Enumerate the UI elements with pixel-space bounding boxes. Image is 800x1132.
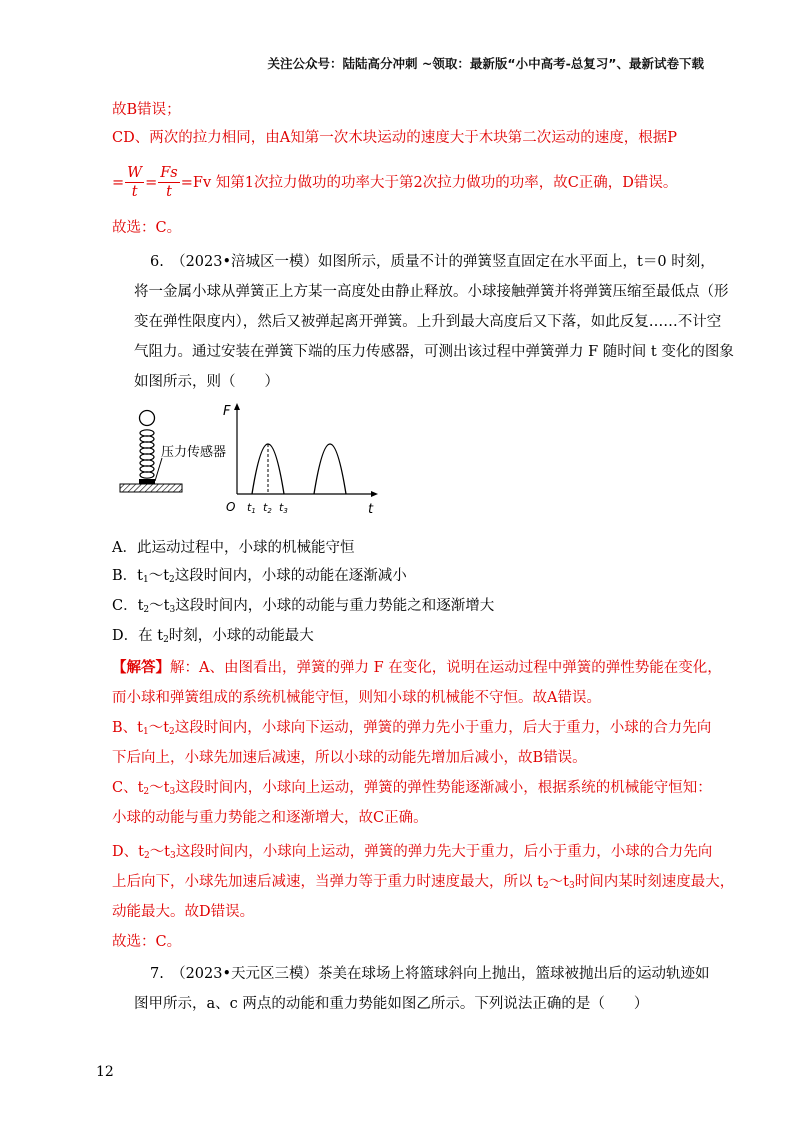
- origin-label: O: [226, 500, 236, 514]
- tick-t3: t3: [279, 501, 288, 515]
- q6-option-b: B．$t_1\sim t_2$这段时间内，小球的动能在逐渐减小: [112, 568, 407, 585]
- y-axis-label: F: [223, 404, 231, 419]
- answer-choose: 故选：C。: [112, 934, 182, 950]
- answer-tag: 【解答】: [112, 659, 170, 676]
- answer-line-1: 【解答】解：A、由图看出，弹簧的弹力 F 在变化，说明在运动过程中弹簧的弹性势能在变化，: [112, 659, 722, 676]
- prev-choose: 故选：C。: [112, 220, 182, 236]
- answer-b-line-1: B、$t_1\sim t_2$这段时间内，小球向下运动，弹簧的弹力先小于重力，后大于重力，小球的合力先向: [112, 720, 712, 737]
- sensor-pointer: [155, 458, 162, 481]
- answer-d-line-1: D、$t_2\sim t_3$这段时间内，小球向上运动，弹簧的弹力先大于重力，后小于重力，小球的合力先向: [112, 844, 713, 861]
- q6-line-3: 变在弹性限度内），然后又被弹起离开弹簧。上升到最大高度后又下落，如此反复……不计空: [134, 314, 722, 330]
- q7-line-2: 图甲所示，a、c 两点的动能和重力势能如图乙所示。下列说法正确的是（ ）: [134, 996, 649, 1012]
- prev-cd-text: CD、两次的拉力相同，由A知第一次木块运动的速度大于木块第二次运动的速度，根据P: [112, 130, 677, 146]
- frac-numerator: W: [127, 165, 143, 181]
- q6-line-5: 如图所示，则（ ）: [134, 374, 279, 390]
- answer-line-2: 而小球和弹簧组成的系统机械能守恒，则知小球的机械能不守恒。故A错误。: [112, 690, 601, 706]
- frac-denominator: t: [166, 184, 172, 200]
- y-axis-arrow: [234, 403, 240, 410]
- force-arch-2: [314, 444, 346, 494]
- q6-line-1: 6. （2023•涪城区一模）如图所示，质量不计的弹簧竖直固定在水平面上，t＝0 时刻，: [150, 254, 715, 270]
- q6-option-d: D．在 $t_2$时刻，小球的动能最大: [112, 628, 314, 645]
- tick-t2: t2: [263, 501, 272, 515]
- frac-numerator: Fs: [160, 165, 178, 181]
- page-number: 12: [96, 1064, 114, 1080]
- q6-line-4: 气阻力。通过安装在弹簧下端的压力传感器，可测出该过程中弹簧弹力 F 随时间 t 变化的图象: [134, 344, 734, 360]
- formula-frac-fs-t: [158, 164, 180, 201]
- answer-d-line-3: 动能最大。故D错误。: [112, 904, 255, 920]
- answer-c-line-1: C、$t_2\sim t_3$这段时间内，小球向上运动，弹簧的弹性势能逐渐减小，根据系统的机械能守恒知：: [112, 780, 712, 797]
- sensor-label: 压力传感器: [161, 445, 227, 460]
- spring-coil: [140, 430, 154, 478]
- frac-denominator: t: [131, 184, 138, 200]
- pressure-sensor: [139, 479, 155, 484]
- answer-b-line-2: 下后向上，小球先加速后减速，所以小球的动能先增加后减小，故B错误。: [112, 750, 587, 766]
- formula-eq: =: [145, 174, 158, 191]
- prev-b-wrong: 故B错误；: [112, 102, 181, 118]
- ball: [140, 411, 155, 426]
- formula-frac-w-t: [125, 164, 144, 201]
- ground: [120, 484, 182, 492]
- formula-tail: =Fv 知第1次拉力做功的功率大于第2次拉力做功的功率，故C正确，D错误。: [180, 174, 678, 191]
- q6-option-a: A．此运动过程中，小球的机械能守恒: [112, 540, 355, 556]
- spring-force-figure: [112, 400, 392, 520]
- answer-c-line-2: 小球的动能与重力势能之和逐渐增大，故C正确。: [112, 810, 428, 826]
- x-axis-arrow: [371, 491, 378, 497]
- page-header: 关注公众号：陆陆高分冲刺 ~领取：最新版“小中高考-总复习”、最新试卷下载: [267, 56, 704, 71]
- x-axis-label: t: [368, 502, 374, 517]
- q6-option-c: C．$t_2\sim t_3$这段时间内，小球的动能与重力势能之和逐渐增大: [112, 598, 495, 615]
- q6-line-2: 将一金属小球从弹簧正上方某一高度处由静止释放。小球接触弹簧并将弹簧压缩至最低点（形: [134, 284, 729, 300]
- formula-eq: =: [112, 174, 125, 191]
- answer-d-line-2: 上后向下，小球先加速后减速，当弹力等于重力时速度最大，所以 $t_2\sim t_3$时间内某时刻速度最大，: [112, 874, 735, 891]
- q7-line-1: 7. （2023•天元区三模）茶美在球场上将篮球斜向上抛出，篮球被抛出后的运动轨迹如: [150, 966, 710, 982]
- tick-t1: t1: [247, 501, 256, 515]
- prev-formula-line: [112, 164, 677, 201]
